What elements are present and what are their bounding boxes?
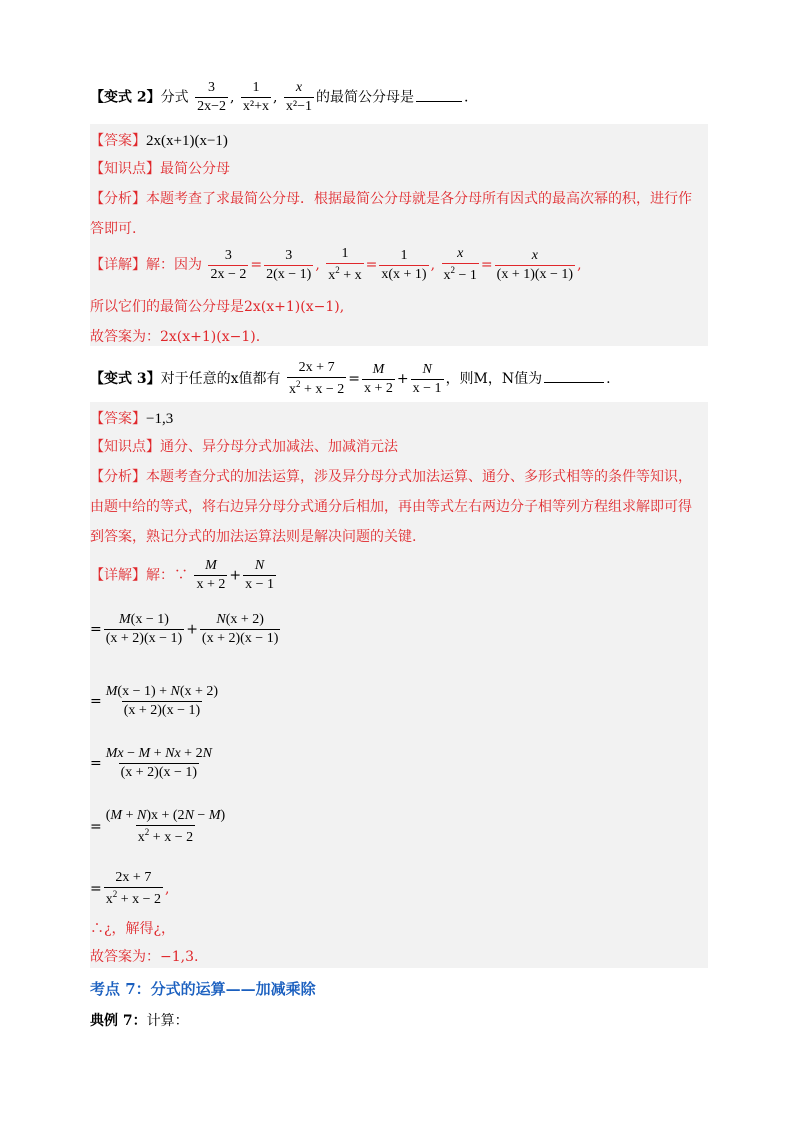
step-4: = $\frac{(M + N)x + (2N - M)}{x^2 + x - 2}$ xyxy=(90,808,226,845)
step-2: = $\frac{M(x - 1) + N(x + 2)}{(x + 2)(x - 1)}$ xyxy=(90,684,219,718)
step-1: = $\frac{M(x - 1)}{(x + 2)(x - 1)}$ + $\frac{N(x + 2)}{(x + 2)(x - 1)}$ xyxy=(90,612,279,646)
variant3-answer: 【答案】−1,3 xyxy=(90,411,174,427)
variant2-answer: 【答案】2x(x+1)(x−1) xyxy=(90,133,228,149)
question-end: . xyxy=(606,371,611,387)
variant3-analysis-line3: 到答案，熟记分式的加法运算法则是解决问题的关键. xyxy=(90,529,417,545)
fraction-3: $\frac{x}{\text{x²−1}}$ xyxy=(285,80,312,114)
variant2-question: 【变式 2】分式 $\frac{3}{2x-2}$ , $\frac{1}{\text{x²+x}}$ , $\frac{x}{\text{x²−1}}$ 的最简公分母是 . xyxy=(90,80,469,114)
variant2-tag: 【变式 2】 xyxy=(90,89,161,106)
step-3: = $\frac{Mx - M + Nx + 2N}{(x + 2)(x - 1)}$ xyxy=(90,746,212,780)
variant3-analysis-line2: 由题中给的等式，将右边异分母分式通分后相加，再由等式左右两边分子相等列方程组求解即可得 xyxy=(90,499,692,515)
question-end: . xyxy=(463,89,469,106)
variant3-therefore: ∴¿，解得¿， xyxy=(90,921,176,937)
example-text: 计算： xyxy=(146,1013,189,1029)
variant2-final: 故答案为：2x(x+1)(x−1). xyxy=(90,329,261,345)
answer-blank xyxy=(544,370,604,383)
example-tag: 典例 7： xyxy=(90,1013,147,1029)
answer-blank xyxy=(416,89,462,102)
variant2-conclusion: 所以它们的最简公分母是2x(x+1)(x−1), xyxy=(90,299,345,315)
question-tail: ，则M，N值为 xyxy=(445,371,543,387)
question-lead: 对于任意的x值都有 xyxy=(160,371,281,387)
variant2-detail: 【详解】解：因为 $\frac{3}{2x - 2}$ = $\frac{3}{2(x - 1)}$ , $\frac{1}{x^2 + x}$ = $\frac{1}{x(x + 1)}$ , $\frac{x}{x^2 - 1}$ = $\frac{x}{(x + 1)(x - 1)}$ , xyxy=(90,246,582,283)
step-5: = $\frac{2x + 7}{x^2 + x - 2}$ , xyxy=(90,870,170,907)
variant2-analysis-line1: 【分析】本题考查了求最简公分母．根据最简公分母就是各分母所有因式的最高次幂的积，进行作 xyxy=(90,191,692,207)
variant3-knowledge: 【知识点】通分、异分母分式加减法、加减消元法 xyxy=(90,439,398,455)
question-lead: 分式 xyxy=(160,89,189,106)
variant2-knowledge: 【知识点】最简公分母 xyxy=(90,161,230,177)
section-title: 考点 7：分式的运算——加减乘除 xyxy=(90,980,316,998)
variant3-tag: 【变式 3】 xyxy=(90,371,161,387)
variant3-analysis-line1: 【分析】本题考查分式的加法运算，涉及异分母分式加法运算、通分、多形式相等的条件等知识， xyxy=(90,469,692,485)
variant2-analysis-line2: 答即可. xyxy=(90,221,137,237)
variant3-detail: 【详解】解：∵ $\frac{M}{x + 2}$ + $\frac{N}{x - 1}$ xyxy=(90,558,274,592)
example-7 xyxy=(90,1010,189,1030)
variant3-final: 故答案为：−1,3. xyxy=(90,949,199,965)
fraction-2: $\frac{1}{\text{x²+x}}$ xyxy=(242,80,269,114)
fraction-1: $\frac{3}{2x-2}$ xyxy=(197,80,226,114)
question-tail: 的最简公分母是 xyxy=(315,89,414,106)
variant3-question: 【变式 3】对于任意的x值都有 $\frac{2x + 7}{x^2 + x - 2}$ = $\frac{M}{x + 2}$ + $\frac{N}{x - 1}$ ，则M，N值为 . xyxy=(90,360,611,397)
